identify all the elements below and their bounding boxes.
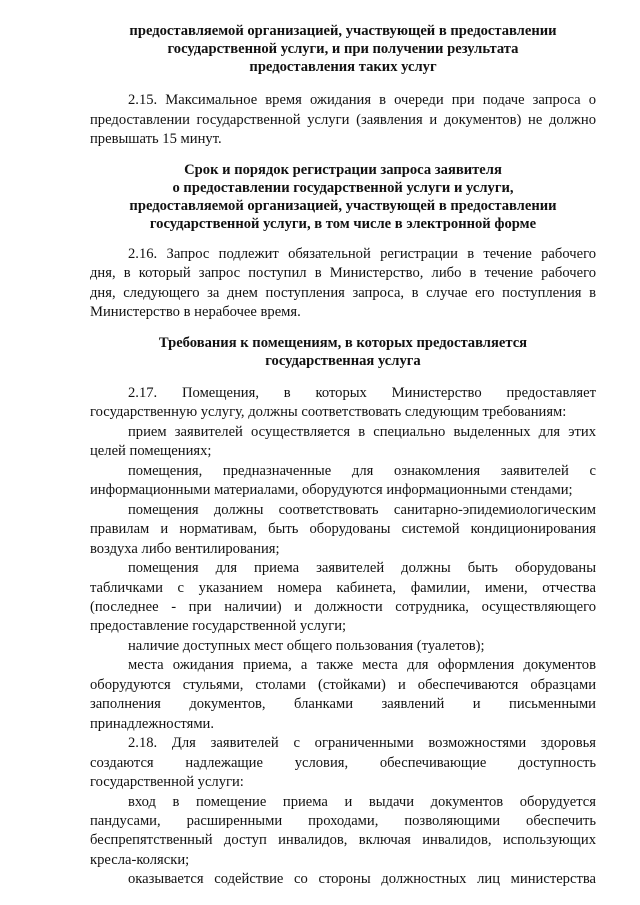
- text-line: пандусами, расширенными проходами, позволяющими обеспечить: [90, 812, 596, 829]
- text-line: государственной услуги:: [90, 774, 244, 791]
- text-line: 2.18. Для заявителей с ограниченными возможностями здоровья: [128, 735, 596, 752]
- heading-line: государственная услуга: [265, 353, 421, 369]
- text-line: оборудуются стульями, столами (стойками) и обеспечиваются образцами: [90, 676, 596, 693]
- body-text-block: [90, 384, 596, 890]
- heading-line: государственной услуги, и при получении результата: [167, 41, 519, 57]
- text-line: оказывается содействие со стороны должностных лиц министерства: [128, 871, 596, 888]
- text-line: целей помещениях;: [90, 443, 212, 460]
- text-line: дня, в который запрос поступил в Министерство, либо в течение рабочего: [90, 265, 596, 282]
- text-line: кресла-коляски;: [90, 851, 190, 868]
- heading-line: предоставления таких услуг: [249, 59, 437, 75]
- heading-registration-section: [90, 161, 596, 233]
- text-line: превышать 15 минут.: [90, 131, 222, 147]
- text-line: прием заявителей осуществляется в специально выделенных для этих: [128, 423, 596, 440]
- text-line: принадлежностями.: [90, 715, 215, 732]
- text-line: правилам и нормативам, быть оборудованы системой кондиционирования: [90, 521, 596, 538]
- text-line: предоставление государственной услуги;: [90, 618, 347, 635]
- paragraph-2-15: [90, 91, 596, 150]
- text-line: места ожидания приема, а также места для оформления документов: [128, 657, 596, 674]
- heading-line: о предоставлении государственной услуги и услуги,: [172, 180, 514, 196]
- text-line: табличками с указанием номера кабинета, фамилии, имени, отчества: [90, 579, 596, 596]
- heading-line: предоставляемой организацией, участвующей в предоставлении: [129, 23, 557, 39]
- text-line: 2.15. Максимальное время ожидания в очереди при подаче запроса о: [128, 92, 596, 108]
- text-line: создаются надлежащие условия, обеспечивающие доступность: [90, 754, 596, 771]
- text-line: беспрепятственный доступ инвалидов, включая инвалидов, использующих: [90, 832, 596, 849]
- text-line: помещения, предназначенные для ознакомления заявителей с: [128, 462, 596, 479]
- heading-line: государственной услуги, в том числе в электронной форме: [149, 216, 537, 232]
- heading-line: Требования к помещениям, в которых предоставляется: [158, 335, 528, 351]
- text-line: помещения должны соответствовать санитарно-эпидемиологическим: [128, 501, 596, 518]
- text-line: наличие доступных мест общего пользования (туалетов);: [128, 637, 485, 654]
- text-line: предоставлении государственной услуги (заявления и документов) не должно: [90, 111, 596, 128]
- text-line: воздуха либо вентилирования;: [90, 540, 280, 557]
- heading-line: Срок и порядок регистрации запроса заявителя: [184, 162, 502, 178]
- text-line: помещения для приема заявителей должны быть оборудованы: [128, 560, 596, 577]
- text-line: Министерство в нерабочее время.: [90, 303, 301, 320]
- text-line: информационными материалами, оборудуются информационными стендами;: [90, 482, 573, 499]
- text-line: вход в помещение приема и выдачи документов оборудуется: [128, 793, 596, 810]
- text-line: 2.16. Запрос подлежит обязательной регистрации в течение рабочего: [128, 246, 596, 262]
- text-line: 2.17. Помещения, в которых Министерство предоставляет: [128, 385, 596, 401]
- text-line: государственную услугу, должны соответствовать следующим требованиям:: [90, 404, 567, 421]
- paragraph-2-16: [90, 245, 596, 322]
- text-line: (последнее - при наличии) и должности сотрудника, осуществляющего: [90, 598, 596, 615]
- heading-interaction-section: [90, 22, 596, 76]
- heading-premises-section: [90, 334, 596, 370]
- text-line: дня, следующего за днем поступления запроса, в случае его поступления в: [90, 284, 596, 301]
- heading-line: предоставляемой организацией, участвующей в предоставлении: [129, 198, 557, 214]
- text-line: заполнения документов, бланками заявлений и письменными: [90, 696, 596, 713]
